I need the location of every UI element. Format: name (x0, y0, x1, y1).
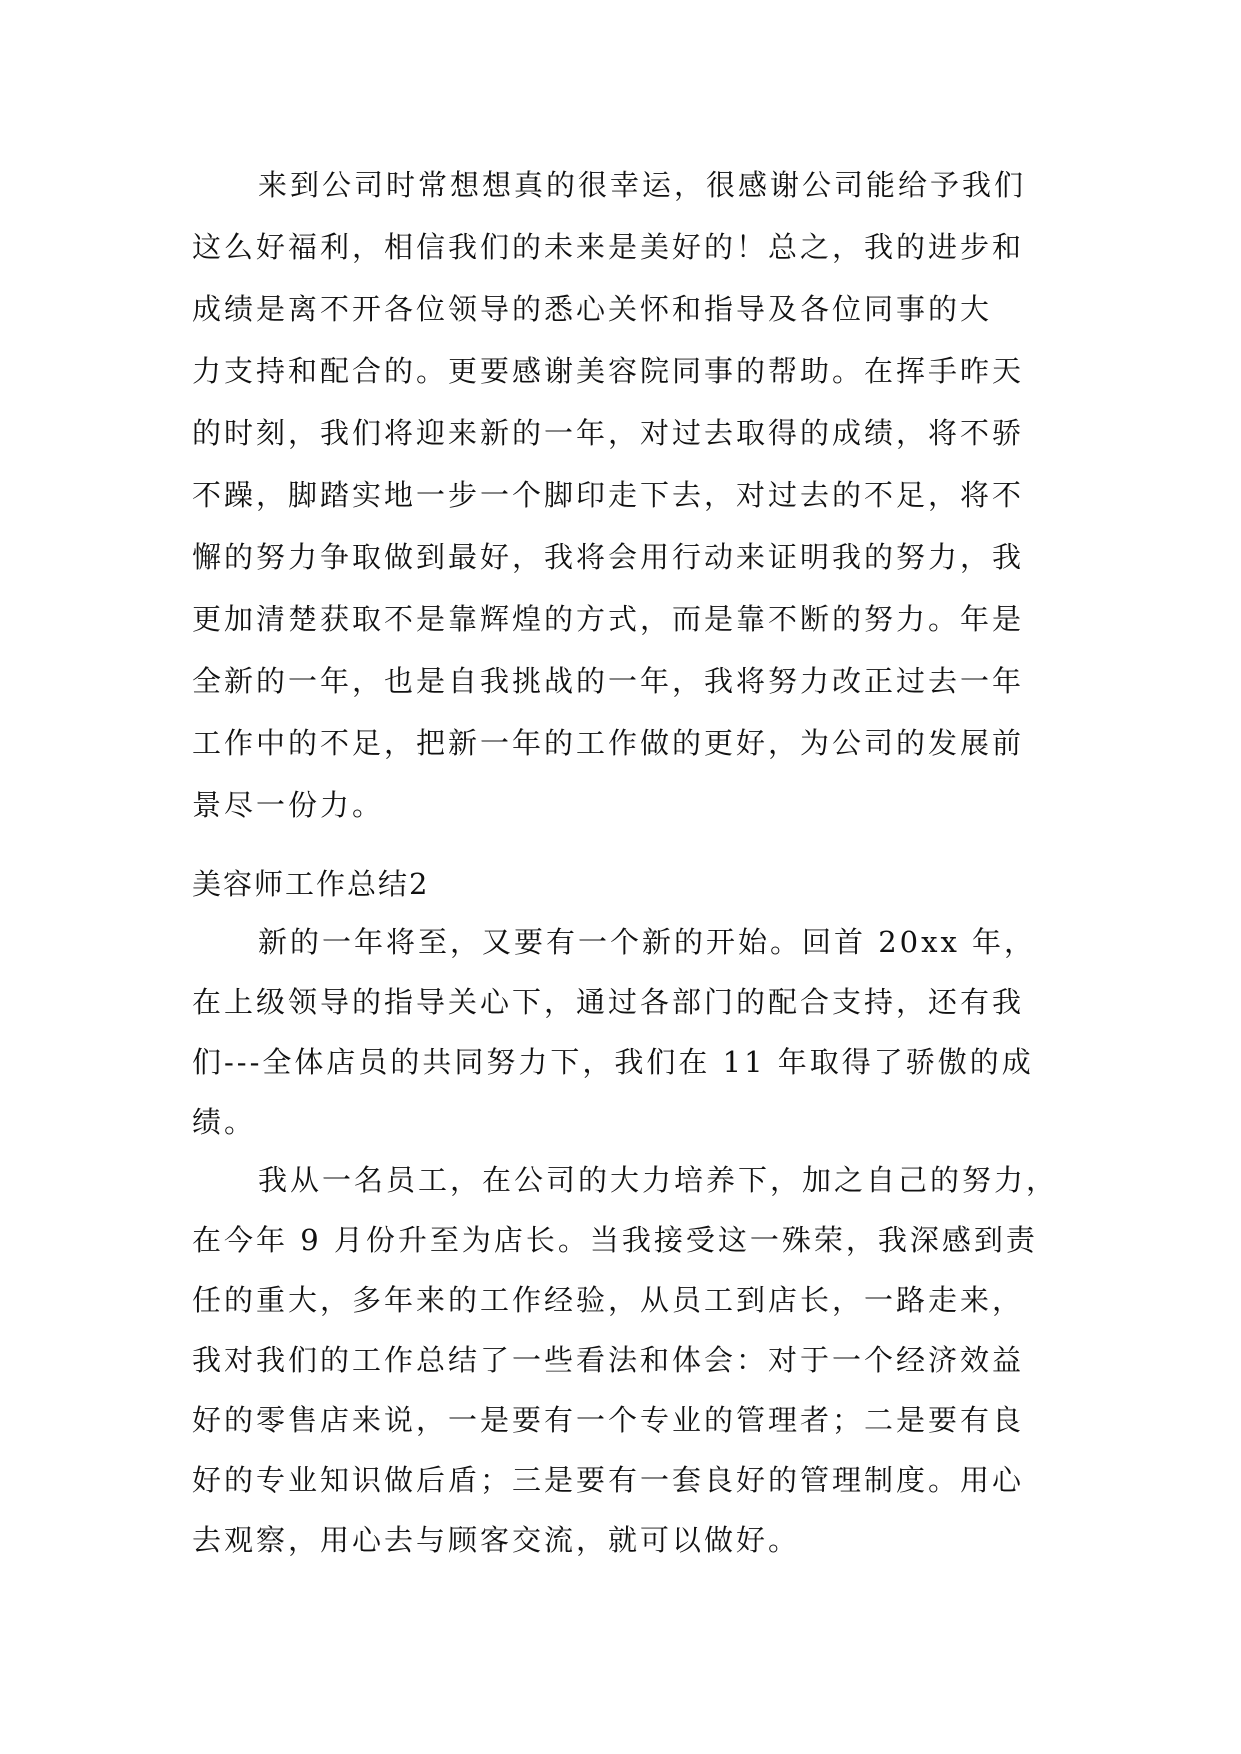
paragraph-store-manager (192, 1150, 1072, 1570)
text-line: 不躁，脚踏实地一步一个脚印走下去，对过去的不足，将不 (192, 478, 1025, 512)
text-line: 工作中的不足，把新一年的工作做的更好，为公司的发展前 (192, 726, 1025, 760)
paragraph-new-year (192, 912, 1072, 1152)
text-line: 全新的一年，也是自我挑战的一年，我将努力改正过去一年 (192, 664, 1025, 698)
text-line: 在今年 9 月份升至为店长。当我接受这一殊荣，我深感到责 (192, 1223, 1038, 1257)
text-line: 力支持和配合的。更要感谢美容院同事的帮助。在挥手昨天 (192, 354, 1025, 388)
text-line: 的时刻，我们将迎来新的一年，对过去取得的成绩，将不骄 (192, 416, 1025, 450)
text-line: 们---全体店员的共同努力下，我们在 11 年取得了骄傲的成 (192, 1045, 1034, 1079)
text-line: 景尽一份力。 (192, 788, 385, 822)
text-line: 任的重大，多年来的工作经验，从员工到店长，一路走来， (192, 1283, 1025, 1317)
text-line: 在上级领导的指导关心下，通过各部门的配合支持，还有我 (192, 985, 1025, 1019)
paragraph-gratitude (192, 154, 1072, 836)
text-line: 更加清楚获取不是靠辉煌的方式，而是靠不断的努力。年是 (192, 602, 1025, 636)
text-line: 成绩是离不开各位领导的悉心关怀和指导及各位同事的大 (192, 292, 993, 326)
text-line: 来到公司时常想想真的很幸运，很感谢公司能给予我们 (258, 168, 1027, 202)
text-line: 好的专业知识做后盾；三是要有一套良好的管理制度。用心 (192, 1463, 1025, 1497)
text-line: 绩。 (192, 1105, 257, 1139)
text-line: 这么好福利，相信我们的未来是美好的！总之，我的进步和 (192, 230, 1025, 264)
text-line: 新的一年将至，又要有一个新的开始。回首 20xx 年， (258, 925, 1037, 959)
text-line: 我从一名员工，在公司的大力培养下，加之自己的努力， (258, 1163, 1059, 1197)
text-line: 我对我们的工作总结了一些看法和体会：对于一个经济效益 (192, 1343, 1025, 1377)
text-line: 懈的努力争取做到最好，我将会用行动来证明我的努力，我 (192, 540, 1025, 574)
text-line: 好的零售店来说，一是要有一个专业的管理者；二是要有良 (192, 1403, 1025, 1437)
section-heading: 美容师工作总结2 (192, 867, 430, 901)
text-line: 去观察，用心去与顾客交流，就可以做好。 (192, 1523, 801, 1557)
